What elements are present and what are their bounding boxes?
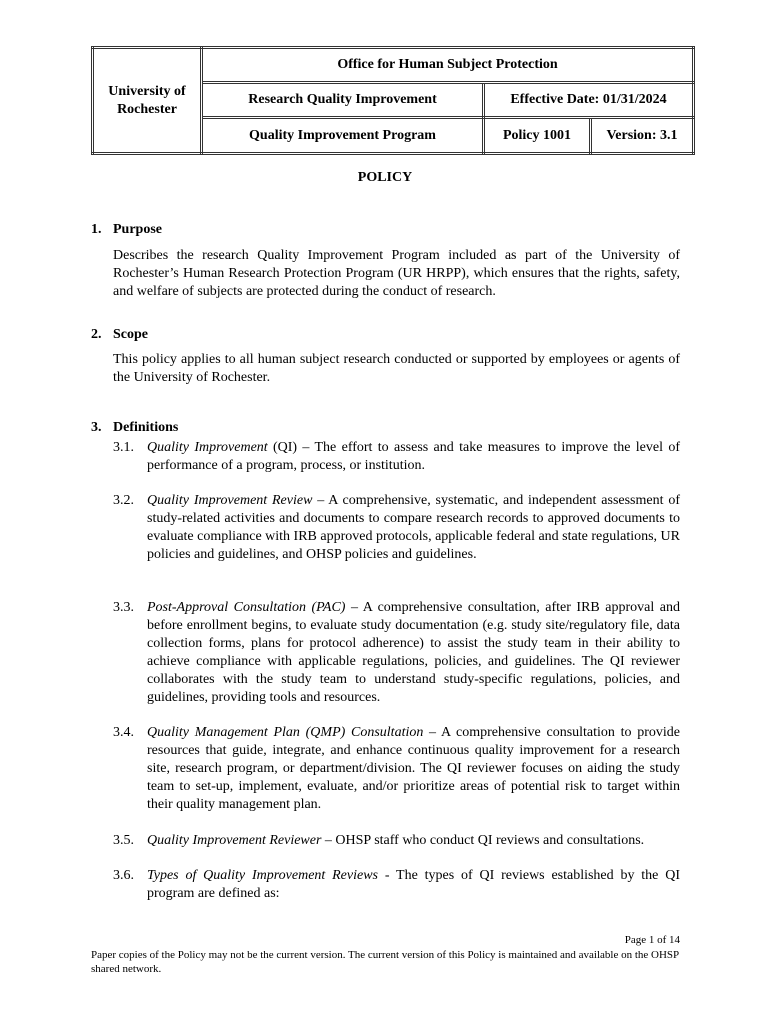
policy-number: Policy 1001 [502,127,572,143]
definition-item [113,867,680,903]
area-cell [202,83,484,118]
section-number: 3. [91,420,102,435]
area-name: Research Quality Improvement [248,92,437,107]
definition-number: 3.1. [113,440,134,455]
section-heading-purpose [91,222,162,238]
program-name: Quality Improvement Program [249,127,436,143]
definition-text: - The types of QI reviews established by the QI program are defined as: [147,868,680,901]
purpose-paragraph: Describes the research Quality Improvement Program included as part of the University of Rochester’s Human Research Protection Program (UR HRPP), which ensures that the rights, safety, and welfare of subjects are protected during the conduct of research. [113,248,680,299]
definition-text: (QI) – The effort to assess and take measures to improve the level of performance of a program, process, or institution. [147,440,680,473]
definition-item [113,724,680,814]
office-name: Office for Human Subject Protection [337,57,558,72]
page-number: Page 1 of 14 [624,934,680,946]
definition-number: 3.2. [113,493,134,508]
policy-header-table [91,46,695,155]
section-number: 1. [91,222,102,237]
policy-number-cell [484,118,591,154]
definition-item [113,439,680,475]
section-title: Purpose [113,222,162,237]
institution-cell [93,48,202,154]
definition-item [113,832,680,850]
definition-term: Types of Quality Improvement Reviews [147,868,378,883]
definition-number: 3.4. [113,725,134,740]
section-heading-definitions [91,420,178,436]
effective-date: Effective Date: 01/31/2024 [510,92,667,107]
section-number: 2. [91,327,102,342]
section-title: Definitions [113,420,179,435]
version: Version: 3.1 [606,127,678,143]
definition-item [113,599,680,707]
effective-date-cell [484,83,694,118]
program-cell [202,118,484,154]
definition-term: Post-Approval Consultation (PAC) [147,600,346,615]
scope-paragraph: This policy applies to all human subject research conducted or supported by employees or agents of the University of Rochester. [113,352,680,385]
version-cell [591,118,694,154]
definition-number: 3.3. [113,600,134,615]
definition-item [113,492,680,564]
institution-name: University of Rochester [108,83,186,117]
definition-number: 3.6. [113,868,134,883]
definition-term: Quality Improvement [147,440,268,455]
definition-text: – A comprehensive, systematic, and independent assessment of study-related activities and documents to compare research records to approved documents to evaluate compliance with IRB approved protocols, applicable federal and state regulations, UR policies and guidelines, and OHSP policies and guidelines. [147,493,680,562]
definition-term: Quality Improvement Reviewer [147,833,322,848]
definition-text: – OHSP staff who conduct QI reviews and consultations. [321,833,645,848]
office-cell [202,48,694,83]
page-title: POLICY [357,170,413,185]
definition-number: 3.5. [113,833,134,848]
footer-note: Paper copies of the Policy may not be the current version. The current version of this Policy is maintained and available on the OHSP shared network. [91,949,679,975]
definition-term: Quality Management Plan (QMP) Consultation [147,725,424,740]
definition-text: – A comprehensive consultation, after IRB approval and before enrollment begins, to evaluate study documentation (e.g. study site/regulatory file, data collection forms, plans for protocol adherence) to assist the study team in their ability to achieve compliance with applicable regulations, policies, and guidelines. The QI reviewer collaborates with the study team to understand study-specific regulations, policies, and guidelines, providing tools and resources. [147,600,680,705]
definition-term: Quality Improvement Review [147,493,313,508]
section-heading-scope [91,327,148,343]
definition-text: – A comprehensive consultation to provide resources that guide, integrate, and enhance continuous quality improvement for a research site, research program, or department/division. The QI reviewer focuses on aiding the study team to set-up, implement, evaluate, and/or prioritize areas of potential risk to target within their quality management plan. [147,725,680,812]
section-title: Scope [113,327,148,342]
